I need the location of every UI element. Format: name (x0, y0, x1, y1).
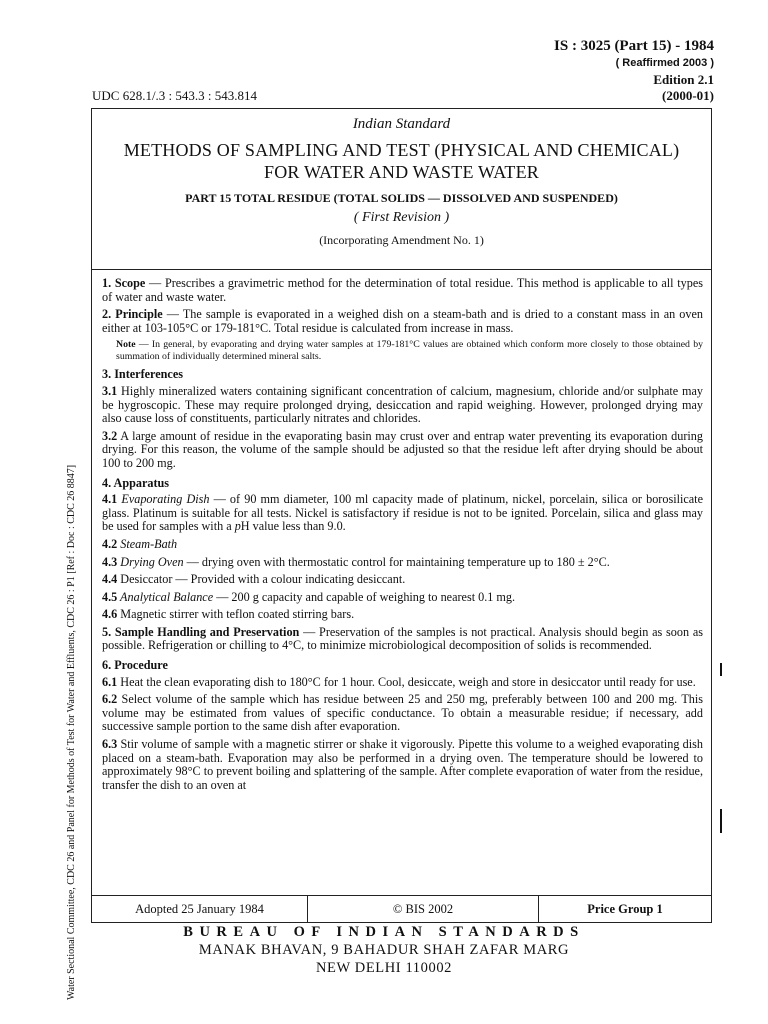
publisher-city: NEW DELHI 110002 (315, 960, 453, 976)
clause-name: Analytical Balance (117, 589, 214, 604)
section-heading: 1. Scope (102, 276, 146, 290)
clause-3-2 (102, 430, 703, 471)
edition-year: (2000-01) (662, 88, 714, 103)
clause-number: 3.1 (102, 383, 118, 398)
clause-text: Magnetic stirrer with teflon coated stirring bars. (117, 607, 355, 622)
ph-symbol: p (234, 519, 241, 534)
clause-number: 4.4 (102, 572, 118, 587)
clause-text: Select volume of the sample which has residue between 25 and 250 mg, preferably between 100 and 200 mg. This volume may be estimated from values of specific conductance. To obtain a measurable residue; if necessary, add successive sample portion to the same dish after evaporation. (102, 692, 703, 734)
section-scope (102, 277, 703, 304)
section-heading: 5. Sample Handling and Preservation (102, 624, 300, 639)
clause-number: 3.2 (102, 428, 118, 443)
copyright: © BIS 2002 (308, 896, 539, 922)
standard-type: Indian Standard (352, 116, 451, 132)
change-bar (720, 663, 722, 676)
section-heading-procedure: 6. Procedure (102, 658, 168, 673)
amendment-label: (Incorporating Amendment No. 1) (319, 233, 484, 247)
clause-name: Steam-Bath (117, 536, 178, 551)
clause-4-2 (102, 538, 703, 552)
clause-name: Drying Oven (117, 554, 184, 569)
clause-6-2 (102, 693, 703, 734)
clause-text: — 200 g capacity and capable of weighing to nearest 0.1 mg. (213, 589, 516, 604)
main-title: METHODS OF SAMPLING AND TEST (PHYSICAL AND CHEMICAL) FOR WATER AND WASTE WATER (123, 140, 680, 182)
clause-number: 4.6 (102, 607, 118, 622)
note-heading: Note (116, 339, 136, 351)
document-frame (91, 108, 712, 923)
side-margin-text: Water Sectional Committee, CDC 26 and Panel for Methods of Test for Water and Effluents, CDC 26 : P1 [Ref : Doc : CDC 26 8847] (66, 464, 77, 1000)
clause-number: 4.3 (102, 554, 118, 569)
section-heading-apparatus: 4. Apparatus (102, 475, 170, 490)
clause-4-6 (102, 608, 703, 622)
clause-text: — of 90 mm diameter, 100 ml capacity made of platinum, nickel, porcelain, silica or borosilicate glass. Platinum is suitable for all tests. Nickel is satisfactory if residue is not to be ignited. Porcelain, silica and glass may be used for samples with a (102, 492, 703, 534)
section-sample-handling (102, 626, 703, 653)
is-number: IS : 3025 (Part 15) - 1984 (554, 38, 714, 54)
clause-name: Evaporating Dish (117, 492, 210, 507)
section-heading-interferences: 3. Interferences (102, 367, 183, 382)
clause-number: 4.2 (102, 536, 118, 551)
clause-6-3 (102, 738, 703, 792)
section-principle (102, 308, 703, 335)
edition: Edition 2.1 (653, 72, 714, 87)
clause-4-1 (102, 493, 703, 534)
footer-table (92, 895, 711, 922)
note (116, 339, 703, 362)
section-text: — The sample is evaporated in a weighed dish on a steam-bath and is dried to a constant mass in an oven either at 103-105°C or 179-181°C. Total residue is calculated from increase in mass. (102, 307, 703, 335)
udc-code: UDC 628.1/.3 : 543.3 : 543.814 (92, 88, 258, 103)
part-title: PART 15 TOTAL RESIDUE (TOTAL SOLIDS — DISSOLVED AND SUSPENDED) (185, 191, 618, 205)
clause-6-1 (102, 676, 703, 690)
clause-number: 6.1 (102, 674, 118, 689)
reaffirmed-note: ( Reaffirmed 2003 ) (615, 57, 714, 69)
clause-text: — drying oven with thermostatic control for maintaining temperature up to 180 ± 2°C. (183, 554, 610, 569)
clause-4-5 (102, 591, 703, 605)
clause-number: 6.2 (102, 692, 118, 707)
section-heading: 2. Principle (102, 307, 163, 322)
revision-label: ( First Revision ) (353, 210, 450, 225)
adopted-date: Adopted 25 January 1984 (92, 896, 308, 922)
section-text: — Preservation of the samples is not practical. Analysis should begin as soon as possible. Refrigeration or chilling to 4°C, to minimize microbiological decomposition of solids is recommended. (102, 624, 703, 653)
price-group: Price Group 1 (587, 901, 663, 916)
clause-text: Heat the clean evaporating dish to 180°C for 1 hour. Cool, desiccate, weigh and store in desiccator until ready for use. (117, 674, 696, 689)
change-bar (720, 809, 722, 833)
clause-text: H value less than 9.0. (240, 519, 346, 534)
clause-4-4 (102, 573, 703, 587)
clause-text: Stir volume of sample with a magnetic stirrer or shake it vigorously. Pipette this volume to a weighed evaporating dish placed on a steam-bath. Evaporation may also be performed in a drying oven. The temperature should be lowered to approximately 98°C to prevent boiling and splattering of the sample. After complete evaporation of water from the residue, transfer the dish to an oven at (102, 737, 703, 792)
clause-text: Desiccator — Provided with a colour indicating desiccant. (117, 572, 406, 587)
clause-3-1 (102, 385, 703, 426)
clause-text: Highly mineralized waters containing significant concentration of calcium, magnesium, chloride and/or sulphate may be hygroscopic. These may require prolonged drying, desiccation and rapid weighing. However, prolonged drying may also cause loss of constituents, particularly nitrates and chlorides. (102, 383, 703, 426)
publisher-address: MANAK BHAVAN, 9 BAHADUR SHAH ZAFAR MARG (198, 942, 570, 958)
clause-4-3 (102, 556, 703, 570)
title-block (92, 109, 711, 270)
document-body (102, 277, 703, 796)
clause-number: 6.3 (102, 737, 118, 752)
section-text: — Prescribes a gravimetric method for the determination of total residue. This method is applicable to all types of water and waste water. (102, 276, 703, 304)
clause-number: 4.1 (102, 492, 118, 507)
clause-text: A large amount of residue in the evaporating basin may crust over and entrap water preventing its evaporation during drying. For this reason, the volume of the sample should be adjusted so that the residue left after drying should be about 100 to 200 mg. (102, 428, 703, 470)
note-text: — In general, by evaporating and drying water samples at 179-181°C values are obtained which conform more closely to those obtained by summation of individually determined mineral salts. (116, 339, 703, 362)
publisher-name: BUREAU OF INDIAN STANDARDS (183, 924, 585, 940)
clause-number: 4.5 (102, 589, 118, 604)
